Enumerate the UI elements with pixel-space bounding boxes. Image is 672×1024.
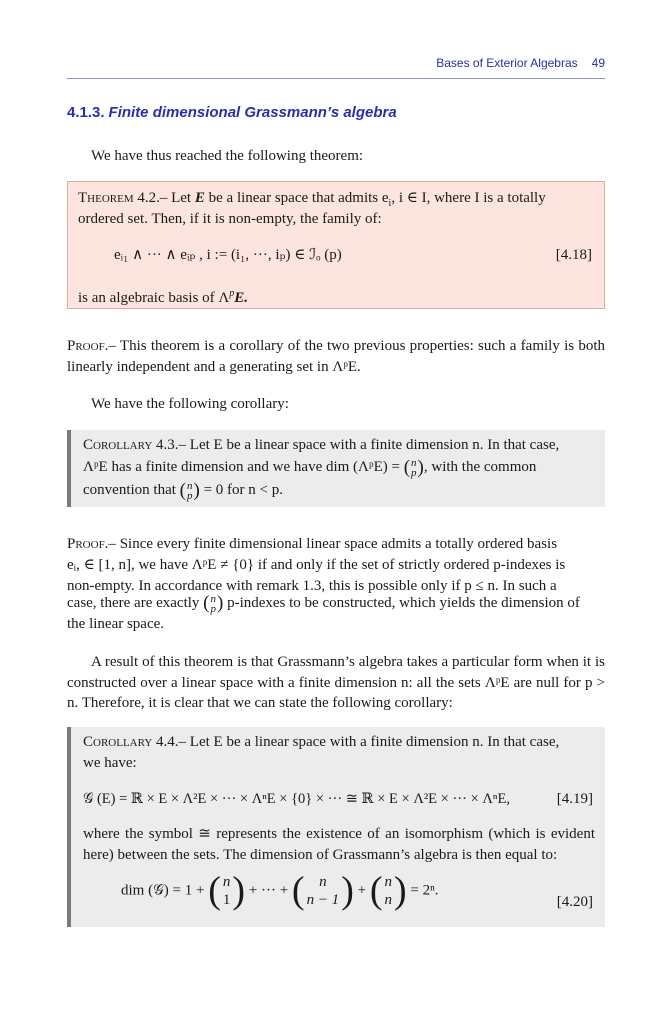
result-paragraph: A result of this theorem is that Grassmann’s algebra takes a particular form when it is constructed over a linear space with a finite dimension n: all the sets ΛᵖE are null for p > n. Therefore, it is clear that we can state the following corollary: xyxy=(67,654,605,711)
equation-number-4-18: [4.18] xyxy=(555,247,592,263)
binomial-n-nminus1: n n − 1 xyxy=(306,874,340,908)
corollary-intro: We have the following corollary: xyxy=(91,396,289,412)
theorem-equation: eᵢ₁ ∧ ··· ∧ eᵢₚ , i := (i₁, ···, iₚ) ∈ ℐₒ (p) xyxy=(114,247,342,263)
theorem-line1: Theorem 4.2.– Let E be a linear space that admits $e_i$, i ∈ I, where I is a totally xyxy=(78,190,546,209)
theorem-line2: ordered set. Then, if it is non-empty, the family of: xyxy=(78,211,382,227)
corollary-4-3-box: Corollary 4.3.– Let E be a linear space with a finite dimension n. In that case, ΛᵖE has a finite dimension and we have dim (ΛᵖE) = ( n p ), with the common convention that ( n p ) = 0 for n < p. xyxy=(67,430,605,507)
binomial-n-1: n 1 xyxy=(222,874,231,908)
theorem-label: Theorem 4.2.– xyxy=(78,190,168,206)
running-title: Bases of Exterior Algebras xyxy=(436,56,578,70)
dimension-equation: dim (𝒢) = 1 + ( n 1 ) + ··· + ( n n − 1 ) + ( n n ) = 2ⁿ. xyxy=(121,869,439,912)
equation-number-4-20: [4.20] xyxy=(556,894,593,910)
intro-paragraph: We have thus reached the following theorem: xyxy=(91,148,364,164)
running-header xyxy=(67,56,605,79)
section-title: Finite dimensional Grassmann’s algebra xyxy=(108,104,397,121)
page-number: 49 xyxy=(591,56,605,70)
binomial-n-p: n p xyxy=(411,456,417,479)
equation-number-4-19: [4.19] xyxy=(556,791,593,807)
binomial-n-p: n p xyxy=(210,592,216,615)
corollary-label: Corollary 4.3.– xyxy=(83,437,187,453)
corollary-label: Corollary 4.4.– xyxy=(83,734,187,750)
section-heading xyxy=(67,104,397,121)
proof-1 xyxy=(67,336,605,377)
binomial-n-n: n n xyxy=(384,874,392,908)
theorem-box xyxy=(67,181,605,309)
theorem-conclusion: is an algebraic basis of $\Lambda^pE$. xyxy=(78,288,249,306)
binomial-n-p: n p xyxy=(186,479,193,502)
corollary-4-4-box: Corollary 4.4.– Let E be a linear space with a finite dimension n. In that case, we have: 𝒢 (E) = ℝ × E × Λ²E × ··· × ΛⁿE × {0} × ··· ≅ ℝ × E × Λ²E × ··· × ΛⁿE, [4.19] where the symbol ≅ represents the existence of an isomorphism (which is evident here) between the sets. The dimension of Grassmann’s algebra is then equal to: dim (𝒢) = 1 + ( n 1 ) + ··· + ( n n − 1 ) + ( n n ) = 2ⁿ. [4.20] xyxy=(67,727,605,927)
section-number: 4.1.3. xyxy=(67,104,105,121)
proof-1-text: This theorem is a corollary of the two previous properties: such a family is both linearly independent and a generating set in ΛᵖE. xyxy=(67,338,605,375)
grassmann-equation: 𝒢 (E) = ℝ × E × Λ²E × ··· × ΛⁿE × {0} × ··· ≅ ℝ × E × Λ²E × ··· × ΛⁿE, xyxy=(83,791,510,807)
proof-label: Proof.– xyxy=(67,536,116,552)
proof-label: Proof.– xyxy=(67,338,116,354)
